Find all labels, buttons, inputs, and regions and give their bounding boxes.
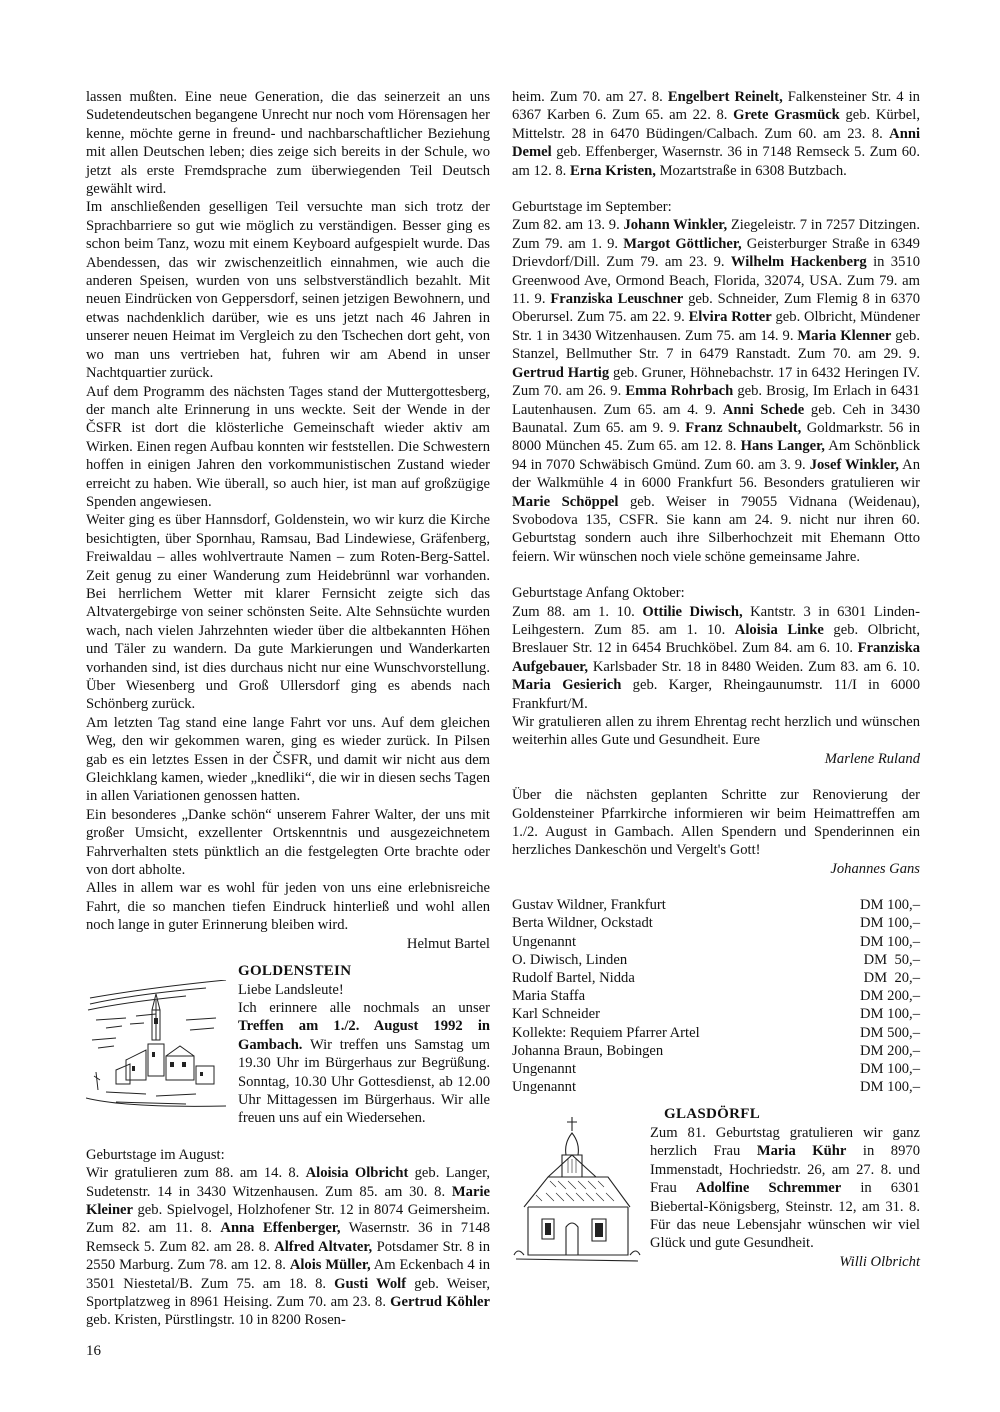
text-run: geb. Weiser in 79055 Vidnana (Weidenau), Svobodova 135, CSFR. Sie kann am 24. 9. nicht nur ihren 60. Geburtstag sondern auch ihre Silberhochzeit mit Ehemann Otto feiern. Wir wünschen noch viele schöne gemeinsame Jahre.	[512, 493, 920, 565]
donation-amount: DM 100,–	[860, 933, 920, 950]
person-name: Franz Schnaubelt,	[685, 419, 802, 436]
donation-amount: DM 100,–	[860, 915, 920, 932]
person-name: Elvira Rotter	[688, 309, 772, 326]
person-name: Gusti Wolf	[334, 1275, 407, 1292]
person-name: Adolfine Schremmer	[695, 1180, 842, 1197]
person-name: Hans Langer,	[740, 438, 825, 455]
right-column	[512, 88, 920, 1271]
person-name: Maria Gesierich	[512, 677, 622, 694]
article-paragraph: Alles in allem war es wohl für jeden von uns eine erlebnisreiche Fahrt, die so manchen tiefen Eindruck hinterließ und wohl allen noch lange in guter Erinnerung bleiben wird.	[86, 880, 490, 934]
meeting-date: Treffen am 1./2. August 1992 in Gambach.	[238, 1018, 490, 1053]
text-run: geb. Weiser, Sportplatzweg in 8961 Heising. Zum 70. am 23. 8.	[86, 1275, 490, 1310]
text-run: Am Schönblick 94 in 7070 Schwäbisch Gmünd. Zum 60. am 3. 9.	[512, 438, 920, 473]
donation-amount: DM 100,–	[860, 1061, 920, 1078]
person-name: Gertrud Köhler	[390, 1294, 490, 1310]
text-run: in 8970 Immenstadt, Hochriedstr. 26, am 27. 8. und Frau	[650, 1143, 920, 1197]
text-run: geb. Effenberger, Wasernstr. 36 in 7148 Remseck 5. Zum 60. am 12. 8.	[512, 144, 920, 179]
glasdorfl-section	[512, 1105, 920, 1271]
text-run: geb. Schneider, Zum Flemig 8 in 6370 Oberursel. Zum 75. am 22. 9.	[512, 291, 920, 326]
person-name: Marie Schöppel	[512, 493, 619, 510]
donor-name: Kollekte: Requiem Pfarrer Artel	[512, 1024, 700, 1041]
donor-name: Ungenannt	[512, 1079, 577, 1096]
article-paragraph: Am letzten Tag stand eine lange Fahrt vor uns. Auf dem gleichen Weg, den wir gekommen waren, ging es wieder zurück. In Pilsen gab es ein letztes Essen in der ČSFR, und damit wir nicht aus dem Gleichklang kamen, wieder „knedliki“, die wir in diesen sechs Tagen in allen Variationen genossen hatten.	[86, 714, 490, 805]
donor-name: O. Diwisch, Linden	[512, 951, 628, 968]
donation-row	[512, 987, 920, 1005]
author-signature: Johannes Gans	[830, 860, 920, 877]
text-run: geb. Kristen, Pürstlingstr. 10 in 8200 Rosen-	[86, 1312, 346, 1329]
donor-name: Johanna Braun, Bobingen	[512, 1042, 664, 1059]
person-name: Anni Demel	[512, 125, 920, 161]
donation-amount: DM 100,–	[860, 1006, 920, 1023]
text-run: geb. Olbricht, Breslauer Str. 12 in 6454 Bruchköbel. Zum 84. am 6. 10.	[512, 621, 920, 657]
person-name: Johann Winkler,	[623, 217, 728, 234]
donation-row	[512, 933, 920, 951]
author-signature: Marlene Ruland	[824, 750, 920, 767]
person-name: Erna Kristen,	[569, 162, 656, 179]
text-run: Zum 82. am 13. 9.	[512, 217, 624, 234]
text-run: Kantstr. 3 in 6301 Linden-Leihgestern. Zum 85. am 1. 10.	[512, 603, 920, 638]
birthday-list-september	[512, 216, 920, 566]
donor-name: Ungenannt	[512, 1061, 577, 1078]
donor-name: Maria Staffa	[512, 988, 586, 1005]
text-run: Geisterburger Straße in 6349 Drievdorf/Dill. Zum 79. am 23. 9.	[512, 235, 920, 271]
closing-text: Wir gratulieren allen zu ihrem Ehrentag recht herzlich und wünschen weiterhin alles Gute und Gesundheit. Eure	[512, 714, 920, 749]
birthday-list-august	[86, 1164, 490, 1330]
birthday-list-august-continued	[512, 88, 920, 180]
person-name: Franziska Aufgebauer,	[512, 640, 920, 675]
text-run: geb. Spielvogel, Holzhofener Str. 12 in 8074 Geimersheim. Zum 82. am 11. 8.	[86, 1201, 490, 1237]
text-run: Goldmarkstr. 56 in 8000 München 45. Zum 65. am 12. 8.	[512, 419, 920, 455]
chapel-illustration	[512, 1115, 642, 1265]
text-run: geb. Stanzel, Bellmuther Str. 7 in 6479 Ranstadt. Zum 70. am 29. 9.	[512, 327, 920, 363]
text-run: geb. Gruner, Höhnebachstr. 17 in 6432 Heringen IV. Zum 70. am 26. 9.	[512, 364, 920, 400]
donation-amount: DM 200,–	[860, 988, 920, 1005]
text-run: geb. Kürbel, Mittelstr. 28 in 6470 Büdingen/Calbach. Zum 60. am 23. 8.	[512, 107, 920, 142]
text-run: in 6301 Biebertal-Königsberg, Steinstr. 12, am 31. 8. Für das neue Lebensjahr wünschen wir viel Glück und gute Gesundheit.	[650, 1180, 920, 1252]
article-paragraph: Auf dem Programm des nächsten Tages stand der Muttergottesberg, der manch alte Erinnerung in uns weckte. Seit der Wende in der ČSFR ist dort die klösterliche Gemeinschaft wieder aktiv am Wirken. Einen regen Aufbau konnten wir feststellen. Die Schwestern hoffen in einigen Jahren den vorkommunistischen Zustand wieder erreicht zu haben. Wie überall, so auch hier, ist man auf großzügige Spenden angewiesen.	[86, 383, 490, 510]
donation-row	[512, 951, 920, 969]
text-run: heim. Zum 70. am 27. 8.	[512, 89, 668, 105]
person-name: Aloisia Olbricht	[305, 1165, 409, 1182]
donation-amount: DM 200,–	[860, 1042, 920, 1059]
person-name: Ottilie Diwisch,	[642, 603, 743, 620]
text-run: Zum 81. Geburtstag gratulieren wir ganz herzlich Frau	[650, 1124, 920, 1160]
text-run: geb. Olbricht, Mündener Str. 1 in 3430 Witzenhausen. Zum 75. am 14. 9.	[512, 309, 920, 344]
donation-row	[512, 969, 920, 987]
person-name: Maria Kühr	[756, 1143, 847, 1160]
donation-amount: DM 100,–	[860, 1079, 920, 1096]
left-column	[86, 88, 490, 1330]
text-run: geb. Ceh in 3430 Baunatal. Zum 65. am 9. 9.	[512, 401, 920, 436]
section-title-goldenstein: GOLDENSTEIN	[238, 963, 352, 980]
section-heading-september: Geburtstage im September:	[512, 199, 672, 216]
renovation-notice: Über die nächsten geplanten Schritte zur Renovierung der Goldensteiner Pfarrkirche informieren wir beim Heimattreffen am 1./2. August in Gambach. Allen Spendern und Spenderinnen ein herzliches Dankeschön und Vergelt's Gott!	[512, 787, 920, 859]
donation-row	[512, 1078, 920, 1096]
person-name: Marie Kleiner	[86, 1183, 490, 1218]
text-run: Wasernstr. 36 in 7148 Remseck 5. Zum 82. am 28. 8.	[86, 1220, 490, 1255]
person-name: Anni Schede	[722, 401, 805, 418]
greeting: Liebe Landsleute!	[238, 981, 344, 998]
article-paragraph: Im anschließenden geselligen Teil versuchte man sich trotz der Sprachbarriere so gut wie möglich zu verständigen. Besser ging es schon beim Tanz, wozu mit einem Keyboard aufgespielt wurde. Das Abendessen, das wir zwischenzeitlich einnahmen, wie auch die anderen Speisen, wurden von uns selbstverständlich bezahlt. Mit neuen Eindrücken von Geppersdorf, seinen jetzigen Bewohnern, und etwas nachdenklich darüber, wie es uns jetzt nach 46 Jahren in unserer neuen Heimat im Vergleich zu den Tschechen dort geht, von wo man uns vertrieben hat, fuhren wir am Abend in unser Nachtquartier zurück.	[86, 199, 490, 382]
person-name: Anna Effenberger,	[220, 1220, 341, 1237]
donor-name: Berta Wildner, Ockstadt	[512, 915, 653, 932]
person-name: Grete Grasmück	[733, 107, 840, 124]
donation-row	[512, 1024, 920, 1042]
section-heading-october: Geburtstage Anfang Oktober:	[512, 585, 685, 602]
text-run: Am Eckenbach 4 in 3501 Niestetal/B. Zum 75. am 18. 8.	[86, 1257, 490, 1292]
text-run: Wir treffen uns Samstag um 19.30 Uhr im Bürgerhaus zur Begrüßung. Sonntag, 10.30 Uhr Gottesdienst, ab 12.00 Uhr Mittagessen im Bürgerhaus. Wir alle freuen uns auf ein Wiedersehen.	[238, 1036, 490, 1127]
birthday-list-october	[512, 603, 920, 713]
person-name: Wilhelm Hackenberg	[730, 254, 867, 271]
person-name: Emma Rohrbach	[625, 383, 734, 400]
text-run: in 3510 Greenwood Ave, Ormond Beach, Florida, 32074, USA. Zum 79. am 11. 9.	[512, 254, 920, 308]
donation-list	[512, 896, 920, 1096]
donor-name: Ungenannt	[512, 933, 577, 950]
section-heading-august: Geburtstage im August:	[86, 1146, 225, 1163]
donation-amount: DM 100,–	[860, 897, 920, 914]
author-signature: Willi Olbricht	[839, 1253, 920, 1270]
article-paragraph: Ein besonderes „Danke schön“ unserem Fahrer Walter, der uns mit großer Umsicht, exzellenter Ortskenntnis und ausgezeichnetem Fahrverhalten stets pünktlich an die festgelegten Orte brachte oder von dort abholte.	[86, 806, 490, 879]
text-run: geb. Brosig, Im Erlach in 6431 Lautenhausen. Zum 65. am 4. 9.	[512, 383, 920, 418]
donation-row	[512, 914, 920, 932]
text-run: Karlsbader Str. 18 in 8480 Weiden. Zum 83. am 6. 10.	[588, 658, 920, 675]
person-name: Maria Klenner	[797, 327, 892, 344]
person-name: Alfred Altvater,	[274, 1238, 373, 1255]
donation-row	[512, 1005, 920, 1023]
town-illustration	[86, 980, 234, 1110]
page-number: 16	[86, 1343, 101, 1359]
section-title-glasdorfl: GLASDÖRFL	[664, 1106, 761, 1123]
donation-row	[512, 1060, 920, 1078]
person-name: Josef Winkler,	[809, 456, 899, 473]
donation-amount: DM 500,–	[860, 1024, 920, 1041]
donation-row	[512, 1042, 920, 1060]
text-run: An der Walkmühle 4 in 6000 Frankfurt 56. Besonders gratulieren wir	[512, 456, 920, 492]
text-run: Wir gratulieren zum 88. am 14. 8.	[86, 1165, 306, 1182]
person-name: Aloisia Linke	[734, 621, 824, 638]
donation-amount: DM 50,–	[863, 951, 920, 968]
text-run: Mozartstraße in 6308 Butzbach.	[655, 162, 847, 179]
person-name: Engelbert Reinelt,	[667, 89, 783, 105]
donor-name: Rudolf Bartel, Nidda	[512, 970, 635, 987]
article-paragraph: Weiter ging es über Hannsdorf, Goldenstein, wo wir kurz die Kirche besichtigten, über Spornhau, Ramsau, Bad Lindewiese, Gräfenberg, Freiwaldau – alles wohlvertraute Namen – zum Roten-Berg-Sattel. Zeit genug zu einer Wanderung zum Heidebrünnl war vorhanden. Bei herrlichem Wetter mit klarer Fernsicht zeigte sich das Altvatergebirge von seiner schönsten Seite. Alte Sehnsüchte wurden wach, nach vielen Jahrzehnten wieder über die altbekannten Höhen und Täler zu wandern. Da gute Markierungen und Wanderkarten vorhanden sind, ist dies durchaus nicht nur eine Wunschvorstellung. Über Wiesenberg und Groß Ullersdorf ging es abends nach Schönberg zurück.	[86, 512, 490, 713]
text-run: Ich erinnere alle nochmals an unser	[238, 999, 490, 1016]
donation-amount: DM 20,–	[863, 970, 920, 987]
text-run: Potsdamer Str. 8 in 2550 Marburg. Zum 78. am 12. 8.	[86, 1238, 490, 1274]
text-run: Ziegeleistr. 7 in 7257 Ditzingen. Zum 79. am 1. 9.	[512, 217, 920, 252]
text-run: geb. Langer, Sudetenstr. 14 in 3430 Witzenhausen. Zum 85. am 30. 8.	[86, 1165, 491, 1200]
donor-name: Gustav Wildner, Frankfurt	[512, 897, 666, 914]
donation-row	[512, 896, 920, 914]
person-name: Alois Müller,	[289, 1257, 371, 1274]
text-run: Falkensteiner Str. 4 in 6367 Karben 6. Zum 65. am 22. 8.	[512, 89, 920, 124]
author-signature: Helmut Bartel	[406, 935, 490, 952]
person-name: Gertrud Hartig	[512, 364, 610, 381]
goldenstein-section	[86, 962, 490, 1128]
person-name: Margot Göttlicher,	[623, 235, 742, 252]
person-name: Franziska Leuschner	[550, 291, 684, 308]
donor-name: Karl Schneider	[512, 1006, 600, 1023]
text-run: geb. Karger, Rheingaunumstr. 11/I in 6000 Frankfurt/M.	[512, 677, 920, 712]
article-paragraph: lassen mußten. Eine neue Generation, die das seinerzeit an uns Sudetendeutschen begangene Unrecht nur noch vom Hörensagen her kenne, möchte gerne in freund- und nachbarschaftlicher Beziehung mit allen Deutschen leben; dies zeige sich bereits in der Schule, wo jetzt als erste Fremdsprache zum überwiegenden Teil Deutsch gewählt wird.	[86, 89, 490, 198]
text-run: Zum 88. am 1. 10.	[512, 603, 643, 620]
